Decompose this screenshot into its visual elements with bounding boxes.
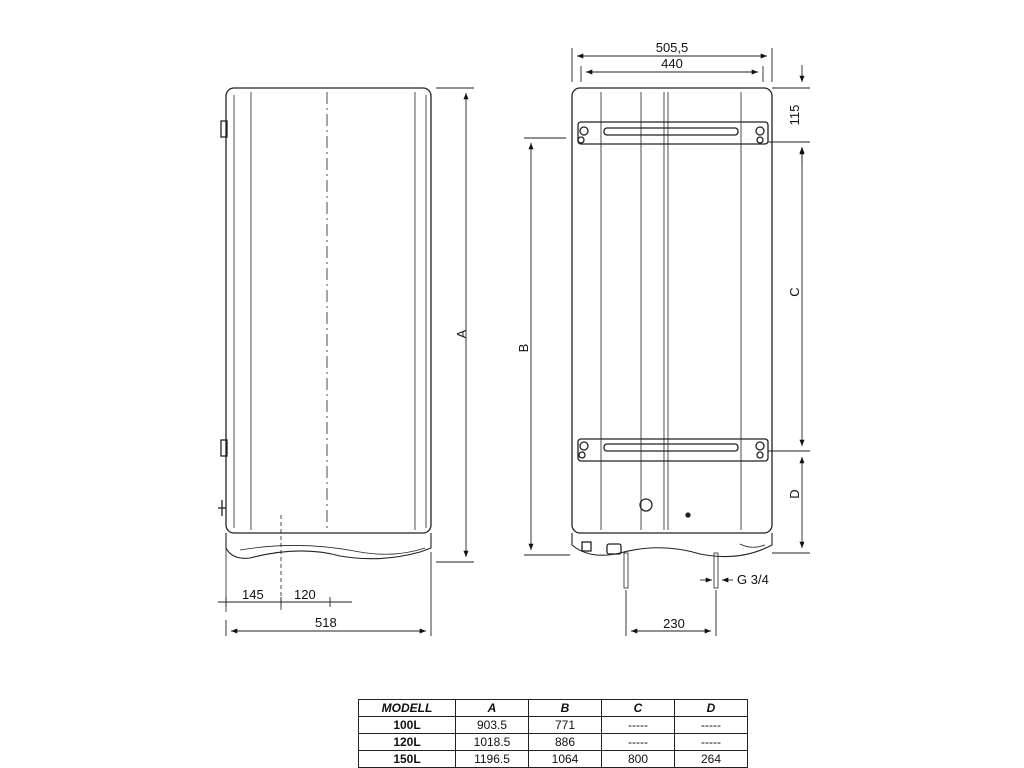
table-cell-model: 100L xyxy=(359,717,456,734)
table-cell-b: 771 xyxy=(529,717,602,734)
front-view-body xyxy=(572,88,772,533)
front-pipe-left xyxy=(624,553,628,588)
table-cell-a: 1018.5 xyxy=(456,734,529,751)
table-cell-d: ----- xyxy=(675,717,748,734)
model-spec-table xyxy=(358,699,748,768)
table-cell-b: 886 xyxy=(529,734,602,751)
dim-side-depth: 518 xyxy=(315,615,337,630)
table-header-b: B xyxy=(529,700,602,717)
table-cell-c: 800 xyxy=(602,751,675,768)
table-header-a: A xyxy=(456,700,529,717)
dim-front-width-inner: 440 xyxy=(661,56,683,71)
side-view-body xyxy=(226,88,431,533)
dim-label-b: B xyxy=(516,343,531,353)
dim-thread: G 3/4 xyxy=(737,572,769,587)
front-indicator-dial xyxy=(640,499,652,511)
front-view xyxy=(572,88,772,588)
table-header-row xyxy=(359,700,748,717)
table-header-d: D xyxy=(675,700,748,717)
table-cell-c: ----- xyxy=(602,734,675,751)
front-bracket-bottom xyxy=(578,439,768,461)
dim-pipe-spacing: 230 xyxy=(663,616,685,631)
side-view-bottom-cap xyxy=(226,533,431,559)
table-row xyxy=(359,751,748,768)
table-header-c: C xyxy=(602,700,675,717)
dim-label-d: D xyxy=(787,489,802,499)
dim-label-a: A xyxy=(454,329,469,339)
dim-top-offset: 115 xyxy=(787,104,802,126)
table-cell-d: 264 xyxy=(675,751,748,768)
dim-label-c: C xyxy=(787,287,802,297)
side-view xyxy=(218,88,431,612)
dim-front-width-outer: 505,5 xyxy=(655,40,689,55)
table-cell-a: 1196.5 xyxy=(456,751,529,768)
table-row xyxy=(359,734,748,751)
dim-side-offset-1: 145 xyxy=(242,587,264,602)
front-pipe-right xyxy=(714,553,718,588)
table-row xyxy=(359,717,748,734)
table-cell-b: 1064 xyxy=(529,751,602,768)
dim-side-offset-2: 120 xyxy=(294,587,316,602)
table-cell-c: ----- xyxy=(602,717,675,734)
table-cell-d: ----- xyxy=(675,734,748,751)
table-cell-model: 120L xyxy=(359,734,456,751)
side-dimension-lines xyxy=(218,88,474,636)
table-cell-a: 903.5 xyxy=(456,717,529,734)
front-indicator-dot xyxy=(686,513,690,517)
front-bracket-top xyxy=(578,122,768,144)
table-header-model: MODELL xyxy=(359,700,456,717)
table-cell-model: 150L xyxy=(359,751,456,768)
